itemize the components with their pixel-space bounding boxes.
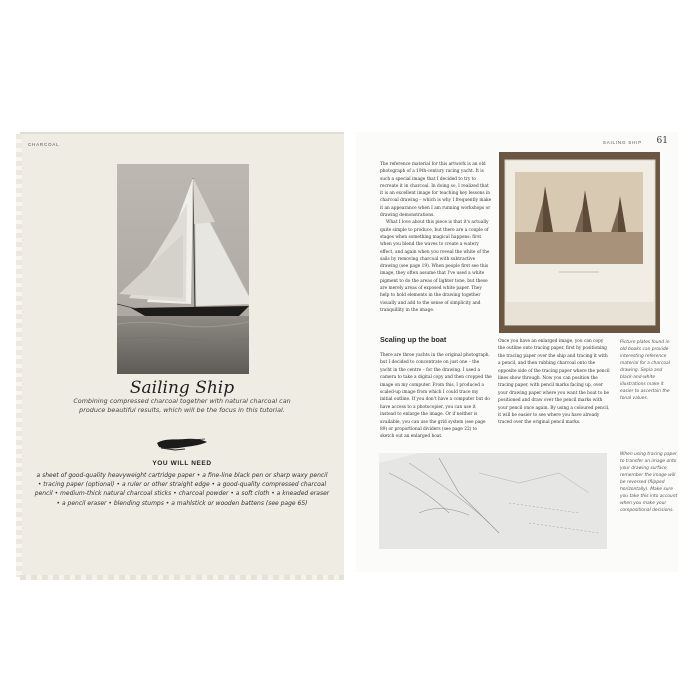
- left-page: [20, 132, 344, 577]
- scaling-text-column-2: Once you have an enlarged image, you can copy the outline onto tracing paper, first by positioning the tracing paper over the ship and tracing it with a pencil, and then rubbing charcoal onto the opposite side of the tracing paper where the pencil lines show through. Now you can position the tracing paper, with pencil marks facing up, over your drawing paper where you want the boat to be positioned and draw over the pencil marks with your pencil once again. By using a coloured pencil, it will be easier to see where you have already traced over the original pencil marks.: [498, 339, 610, 426]
- running-head-left: CHARCOAL: [28, 142, 60, 147]
- charcoal-brushstroke-decoration: [155, 437, 209, 451]
- materials-list: a sheet of good-quality heavyweight cartridge paper • a fine-line black pen or sharp waxy pencil • tracing paper (optional) • a ruler or other straight edge • a good-quality compressed charcoal pencil • medium-thick natural charcoal sticks • charcoal powder • a soft cloth • a kneaded eraser • a pencil eraser • blending stumps • a mahlstick or wooden battens (see page 65): [34, 472, 330, 507]
- tracing-paper-photo: [379, 453, 607, 549]
- photo-caption-top: Picture plates found in old books can provide interesting reference material for a charcoal drawing. Sepia and black-and-white illustrations make it easier to ascertain the tonal values.: [620, 340, 670, 401]
- running-head-right: SAILING SHIP: [602, 140, 642, 145]
- section-heading: Scaling up the boat: [380, 335, 447, 344]
- body-text-column: [380, 161, 492, 314]
- reference-photo-album: [499, 152, 660, 333]
- body-paragraph: The reference material for this artwork is an old photograph of a 19th-century racing yacht. It is such a special image that I decided to try to recreate it in charcoal. In doing so, I realized that it is an excellent image for teaching key lessons in charcoal drawing – which is why I frequently make it an appearance when I am running workshops or drawing demonstrations.: [380, 162, 492, 219]
- photo-caption-bottom: When using tracing paper to transfer an image onto your drawing surface, remember the image will be reversed (flipped horizontally). Make sure you take this into account when you make your compositional decisions.: [620, 452, 678, 513]
- right-page: [356, 132, 678, 572]
- album-page-illustration: [499, 152, 660, 333]
- tracing-sketch-illustration: [379, 453, 607, 549]
- sailing-ship-illustration: [117, 164, 249, 374]
- scaling-text-column-1: There are three yachts in the original photograph, but I decided to concentrate on just one – the yacht in the centre – for the drawing. I used a camera to take a digital copy and then cropped the image on my computer. From this, I produced a scaled-up image from which I could trace my initial outline. If you don't have a computer but do have access to a photocopier, you can use it instead to enlarge the image. Or if neither is available, you can use the grid system (see page 89) or proportional dividers (see page 22) to sketch out an enlarged boat.: [380, 353, 492, 440]
- page-title: Sailing Ship: [129, 378, 235, 398]
- intro-text: Combining compressed charcoal together with natural charcoal can produce beautiful results, which will be the focus in this tutorial.: [73, 397, 291, 415]
- body-paragraph: What I love about this piece is that it's actually quite simple to produce, but there are a couple of stages when something magical happens: first when you blend the waves to create a watery effect, and again when you reveal the white of the sails by removing charcoal with subtractive drawing (see page 19). When people first see this image, they often assume that I've used a white pigment to do the areas of lighter tone, but these are merely areas of exposed white paper. They help to hold elements in the drawing together visually and add to the sense of simplicity and tranquillity in the image.: [380, 220, 490, 313]
- you-will-need-heading: YOU WILL NEED: [152, 460, 212, 467]
- page-number: 61: [656, 136, 668, 146]
- sailing-ship-photo: [117, 164, 249, 374]
